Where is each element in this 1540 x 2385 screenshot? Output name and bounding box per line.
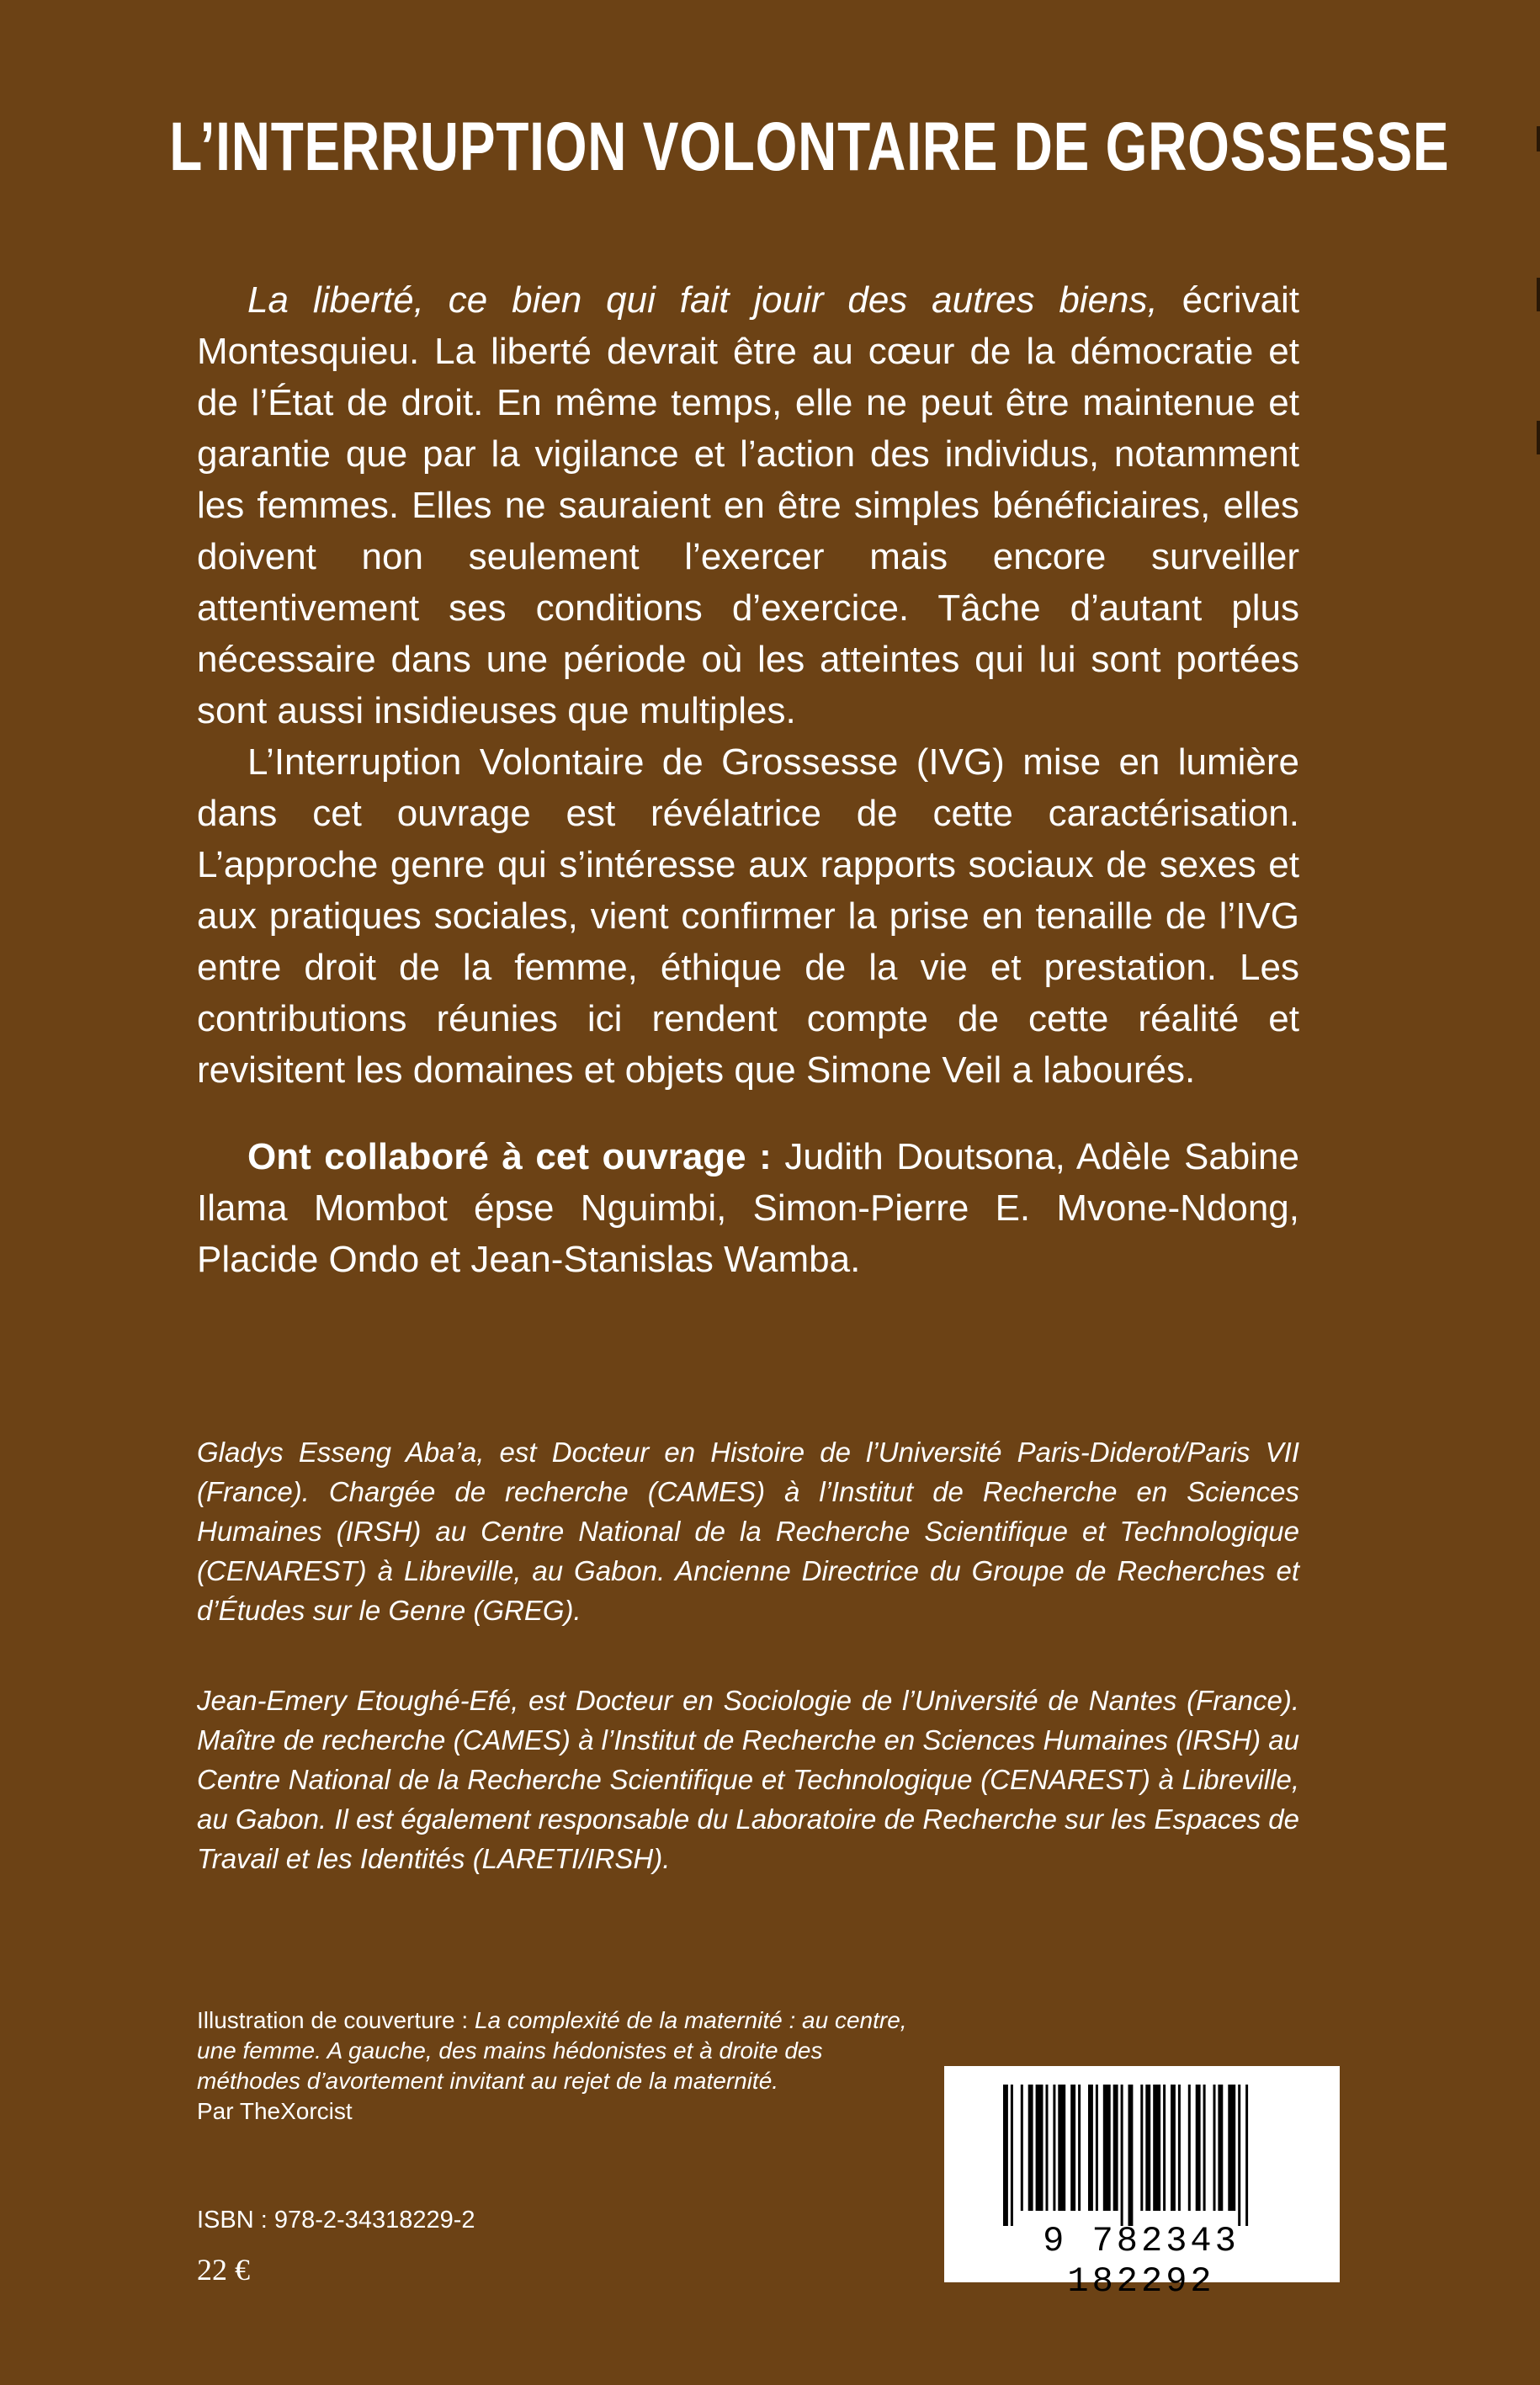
author-bio-jean-emery: Jean-Emery Etoughé-Efé, est Docteur en Sociologie de l’Université de Nantes (France). Maître de recherche (CAMES) à l’Institut de Recherche en Sciences Humaines (IRSH) au Centre National de la Recherche Scientifique et Technologique (CENAREST) à Libreville, au Gabon. Il est également responsable du Laboratoire de Recherche sur les Espaces de Travail et les Identités (LARETI/IRSH).	[197, 1685, 1299, 1874]
barcode-bar	[1196, 2085, 1201, 2211]
collaborators-label: Ont collaboré à cet ouvrage :	[247, 1136, 772, 1177]
barcode-bar	[1078, 2085, 1081, 2211]
barcode-bar	[1163, 2085, 1166, 2211]
barcode-bar	[1203, 2085, 1206, 2211]
barcode-bar	[1171, 2085, 1176, 2211]
intro-paragraph	[197, 274, 1299, 736]
spine-edge	[1537, 126, 1540, 151]
barcode-bar	[1128, 2085, 1134, 2226]
barcode-bar	[1153, 2085, 1160, 2211]
price: 22 €	[197, 2253, 250, 2287]
montesquieu-quote: La liberté, ce bien qui fait jouir des autres biens,	[247, 279, 1158, 321]
intro-text: écrivait Montesquieu. La liberté devrait être au cœur de la démocratie et de l’État de droit. En même temps, elle ne peut être maintenue et garantie que par la vigilance et l’action des individus, notamment les femmes. Elles ne sauraient en être simples bénéficiaires, elles doivent non seulement l’exercer mais encore surveiller attentivement ses conditions d’exercice. Tâche d’autant plus nécessaire dans une période où les atteintes qui lui sont portées sont aussi insidieuses que multiples.	[197, 279, 1299, 731]
barcode-bar	[1218, 2085, 1223, 2211]
barcode-bar	[1245, 2085, 1248, 2226]
barcode-bar	[1103, 2085, 1111, 2211]
barcode-bar	[1011, 2085, 1013, 2226]
barcode-bar	[1121, 2085, 1123, 2226]
back-cover-summary	[197, 274, 1299, 1285]
barcode-bar	[1036, 2085, 1043, 2211]
barcode-bar	[1213, 2085, 1216, 2211]
spine-edge	[1537, 421, 1540, 454]
barcode-bar	[1188, 2085, 1191, 2211]
illustration-author: Par TheXorcist	[197, 2098, 353, 2124]
spine-edge	[1537, 278, 1540, 311]
barcode-bars	[944, 2066, 1340, 2226]
barcode-bar	[1046, 2085, 1049, 2211]
barcode-bar	[1070, 2085, 1075, 2211]
barcode-bar	[1028, 2085, 1033, 2211]
barcode-bar	[1021, 2085, 1023, 2211]
barcode-bar	[1096, 2085, 1098, 2211]
barcode-bar	[1178, 2085, 1181, 2211]
barcode-bar	[1238, 2085, 1240, 2226]
author-bio-gladys: Gladys Esseng Aba’a, est Docteur en Histoire de l’Université Paris-Diderot/Paris VII (France). Chargée de recherche (CAMES) à l’Institut de Recherche en Sciences Humaines (IRSH) au Centre National de la Recherche Scientifique et Technologique (CENAREST) à Libreville, au Gabon. Ancienne Directrice du Groupe de Recherches et d’Études sur le Genre (GREG).	[197, 1437, 1299, 1626]
illustration-title: La complexité de la maternité : au centre, une femme. A gauche, des mains hédonistes et à droite des méthodes d’avortement invitant au rejet de la maternité.	[197, 2007, 907, 2094]
book-title: L’INTERRUPTION VOLONTAIRE DE GROSSESSE	[169, 109, 1450, 185]
collaborators-names: Judith Doutsona, Adèle Sabine Ilama Mombot épse Nguimbi, Simon-Pierre E. Mvone-Ndong, Placide Ondo et Jean-Stanislas Wamba.	[197, 1136, 1299, 1280]
barcode-bar	[1003, 2085, 1008, 2226]
barcode-bar	[1058, 2085, 1065, 2211]
barcode-bar	[1228, 2085, 1235, 2211]
isbn: ISBN : 978-2-34318229-2	[197, 2207, 475, 2234]
collaborators-paragraph	[197, 1131, 1299, 1285]
illustration-label: Illustration de couverture :	[197, 2007, 475, 2033]
barcode-bar	[1145, 2085, 1150, 2211]
barcode-bar	[1113, 2085, 1118, 2211]
ivg-paragraph: L’Interruption Volontaire de Grossesse (IVG) mise en lumière dans cet ouvrage est révélatrice de cette caractérisation. L’approche genre qui s’intéresse aux rapports sociaux de sexes et aux pratiques sociales, vient confirmer la prise en tenaille de l’IVG entre droit de la femme, éthique de la vie et prestation. Les contributions réunies ici rendent compte de cette réalité et revisitent les domaines et objets que Simone Veil a labourés.	[197, 741, 1299, 1091]
barcode-bar	[1053, 2085, 1055, 2211]
barcode-bar	[1140, 2085, 1143, 2211]
cover-illustration-credit	[197, 2005, 912, 2127]
barcode	[944, 2066, 1340, 2302]
barcode-bar	[1088, 2085, 1093, 2211]
barcode-number: 9 782343 182292	[1043, 2221, 1240, 2302]
